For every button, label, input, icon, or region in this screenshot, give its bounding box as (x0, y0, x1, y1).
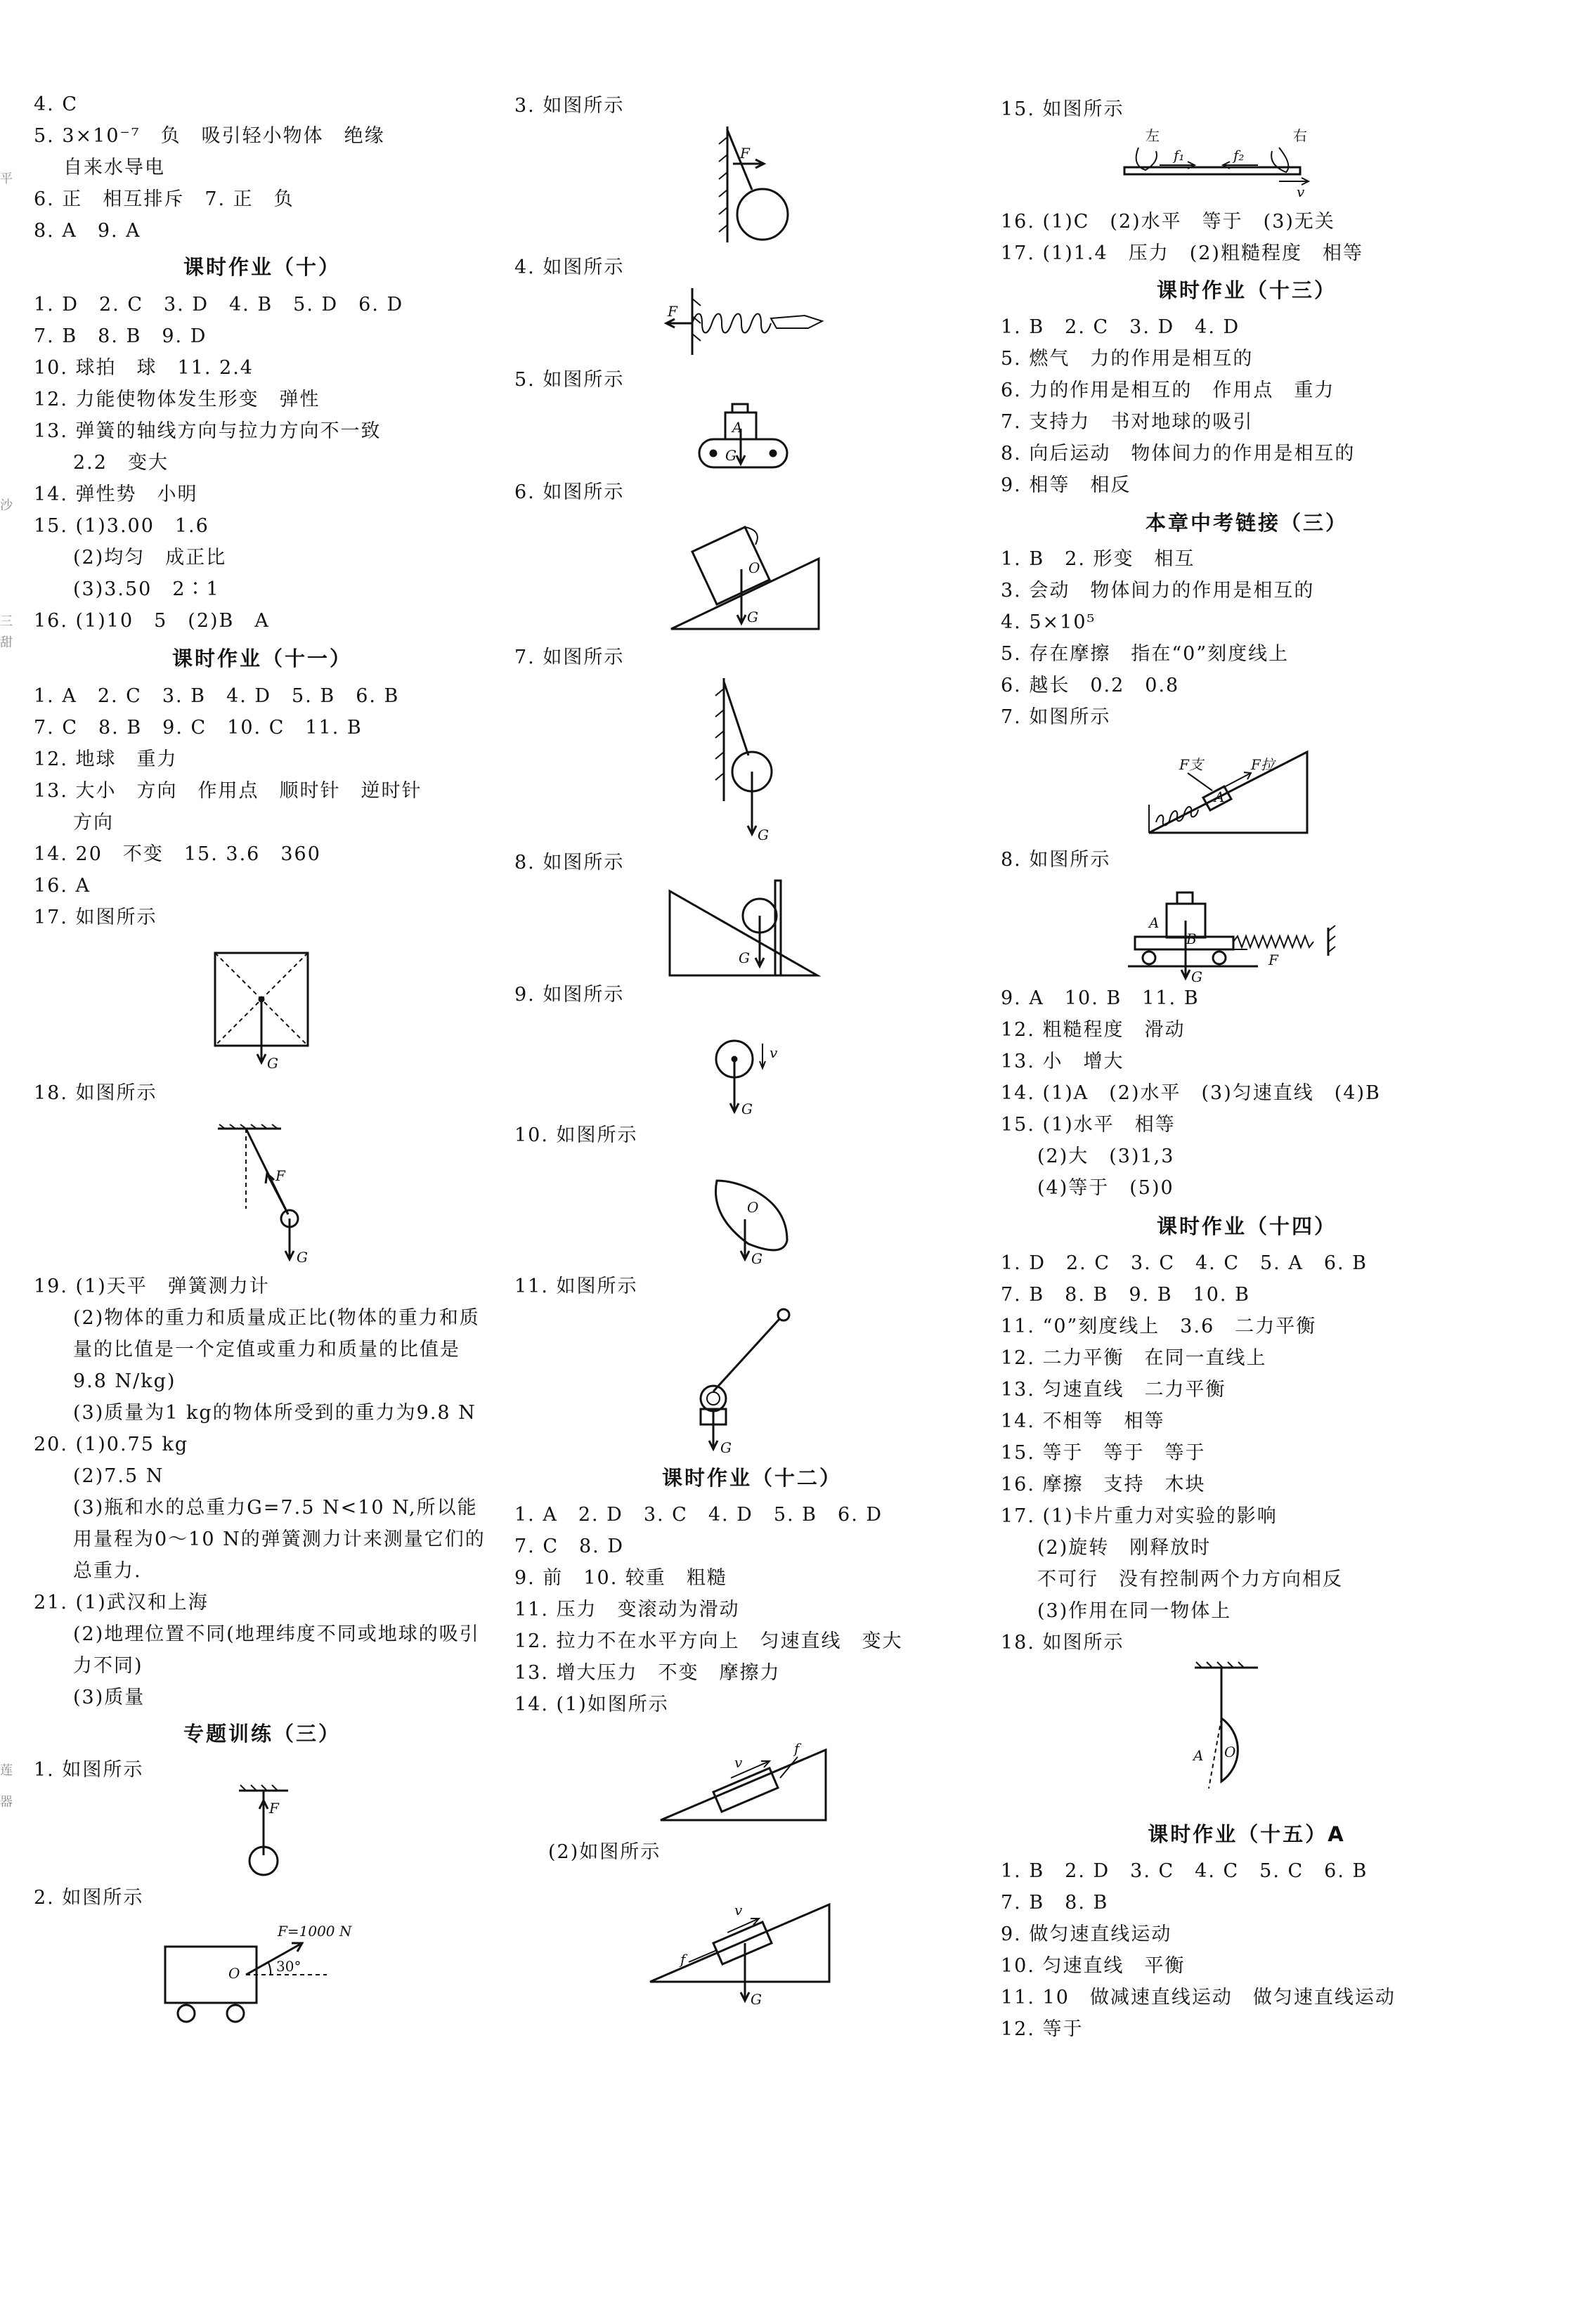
figure-block-incline-2 (647, 1883, 836, 2010)
label-G: G (758, 826, 769, 843)
label-v: v (770, 1044, 778, 1061)
section-heading: 课时作业（十一） (171, 647, 352, 670)
label-G: G (267, 1055, 278, 1072)
answer-line: 7. B 8. B 9. D (34, 325, 207, 347)
label-F: F (1268, 952, 1278, 968)
answer-line: 方向 (73, 812, 114, 833)
figure-half-disc (1181, 1662, 1286, 1803)
answer-line: 1. A 2. D 3. C 4. D 5. B 6. D (514, 1504, 883, 1526)
answer-line: 4. 5×10⁵ (1001, 611, 1096, 633)
answer-line: 7. B 8. B 9. B 10. B (1001, 1284, 1250, 1306)
label-F-pull: F拉 (1251, 756, 1275, 773)
answer-line: (2)物体的重力和质量成正比(物体的重力和质 (73, 1307, 480, 1329)
label-F-support: F支 (1179, 756, 1203, 773)
figure-conveyor (696, 401, 794, 478)
margin-mark: 沙 (0, 498, 13, 513)
label-G: G (751, 1991, 762, 2008)
answer-line: 12. 二力平衡 在同一直线上 (1001, 1347, 1267, 1369)
answer-line: 9.8 N/kg) (73, 1370, 176, 1392)
answer-line: 11. 如图所示 (514, 1275, 638, 1297)
answer-line: 16. (1)C (2)水平 等于 (3)无关 (1001, 211, 1335, 233)
section-heading: 课时作业（十三） (1156, 278, 1337, 302)
answer-line: (2)如图所示 (548, 1841, 661, 1863)
answer-line: 1. 如图所示 (34, 1759, 144, 1781)
answer-line: 11. “0”刻度线上 3.6 二力平衡 (1001, 1316, 1317, 1337)
answer-line: 16. 摩擦 支持 木块 (1001, 1474, 1206, 1495)
answer-line: 8. A 9. A (34, 220, 141, 242)
answer-line: 自来水导电 (63, 157, 165, 178)
margin-mark: 莲 (0, 1763, 13, 1778)
figure-square-gravity (211, 949, 316, 1075)
margin-mark: 器 (0, 1795, 13, 1810)
answer-line: 11. 压力 变滚动为滑动 (514, 1599, 740, 1621)
answer-line: 8. 如图所示 (514, 852, 625, 874)
answer-line: (4)等于 (5)0 (1037, 1177, 1174, 1199)
answer-line: 14. 20 不变 15. 3.6 360 (34, 843, 321, 865)
answer-line: 13. 匀速直线 二力平衡 (1001, 1379, 1226, 1401)
answer-line: 21. (1)武汉和上海 (34, 1592, 209, 1614)
margin-mark: 平 (0, 171, 13, 186)
answer-line: 4. C (34, 93, 79, 115)
answer-line: 18. 如图所示 (34, 1082, 157, 1104)
answer-line: (2)旋转 刚释放时 (1037, 1537, 1212, 1559)
label-A: A (1149, 914, 1160, 931)
figure-spring-incline (1146, 741, 1314, 840)
answer-line: 13. 增大压力 不变 摩擦力 (514, 1662, 781, 1684)
figure-ball-wedge (666, 877, 828, 982)
answer-line: 12. 等于 (1001, 2018, 1084, 2040)
answer-line: 13. 大小 方向 作用点 顺时针 逆时针 (34, 780, 422, 802)
answer-line: 5. 如图所示 (514, 369, 625, 391)
answer-line: 7. C 8. D (514, 1536, 624, 1557)
label-A: A (1214, 788, 1225, 805)
label-f: f (794, 1740, 800, 1757)
label-f1: f₁ (1174, 147, 1185, 164)
answer-line: 15. 等于 等于 等于 (1001, 1442, 1206, 1464)
answer-line: (2)均匀 成正比 (73, 547, 227, 569)
answer-line: 8. 如图所示 (1001, 849, 1111, 871)
margin-mark: 甜 (0, 635, 13, 650)
answer-line: 12. 粗糙程度 滑动 (1001, 1019, 1186, 1041)
label-O: O (228, 1965, 240, 1982)
section-heading: 课时作业（十四） (1156, 1214, 1337, 1238)
figure-cart-spring (1124, 889, 1349, 984)
label-G: G (739, 949, 750, 966)
section-heading: 本章中考链接（三） (1145, 511, 1348, 535)
answer-line: 2. 如图所示 (34, 1887, 144, 1909)
answer-line: 9. 前 10. 较重 粗糙 (514, 1567, 727, 1589)
label-B: B (1186, 930, 1197, 947)
answer-line: 5. 燃气 力的作用是相互的 (1001, 348, 1254, 370)
answer-line: 10. 球拍 球 11. 2.4 (34, 357, 254, 379)
figure-block-incline-1 (657, 1736, 833, 1827)
label-G: G (720, 1439, 732, 1456)
answer-line: 15. 如图所示 (1001, 98, 1124, 120)
answer-line: 14. (1)A (2)水平 (3)匀速直线 (4)B (1001, 1082, 1381, 1104)
answer-line: 2.2 变大 (73, 452, 169, 474)
answer-line: 力不同) (73, 1655, 143, 1677)
answer-line: 1. B 2. C 3. D 4. D (1001, 316, 1240, 338)
figure-spring (664, 285, 833, 362)
answer-line: 9. A 10. B 11. B (1001, 987, 1200, 1009)
figure-ball-wall (713, 123, 798, 249)
answer-line: 10. 匀速直线 平衡 (1001, 1955, 1186, 1977)
answer-line: 18. 如图所示 (1001, 1632, 1124, 1654)
answer-line: (2)地理位置不同(地理纬度不同或地球的吸引 (73, 1623, 480, 1645)
answer-line: 6. 力的作用是相互的 作用点 重力 (1001, 379, 1335, 401)
answer-line: 7. 如图所示 (1001, 706, 1111, 728)
answer-line: 14. 不相等 相等 (1001, 1410, 1165, 1432)
answer-line: 总重力. (73, 1560, 142, 1582)
figure-lever (685, 1304, 798, 1458)
answer-line: 6. 如图所示 (514, 481, 625, 503)
answer-line: 16. (1)10 5 (2)B A (34, 610, 270, 632)
answer-line: 4. 如图所示 (514, 257, 625, 278)
answer-line: 10. 如图所示 (514, 1124, 638, 1146)
margin-mark: 三 (0, 614, 13, 629)
answer-line: 5. 3×10⁻⁷ 负 吸引轻小物体 绝缘 (34, 125, 385, 147)
label-30deg: 30° (276, 1958, 301, 1975)
label-left: 左 (1146, 127, 1160, 144)
answer-line: (3)作用在同一物体上 (1037, 1600, 1232, 1622)
figure-cup-incline (664, 509, 826, 640)
answer-line: 14. (1)如图所示 (514, 1694, 669, 1715)
answer-line: 1. A 2. C 3. B 4. D 5. B 6. B (34, 685, 400, 707)
label-right: 右 (1293, 127, 1307, 144)
answer-line: 9. 如图所示 (514, 984, 625, 1006)
answer-line: 7. 如图所示 (514, 647, 625, 668)
section-heading: 课时作业（十二） (661, 1466, 842, 1490)
label-v: v (734, 1902, 743, 1919)
label-G: G (747, 609, 758, 625)
label-A: A (1193, 1747, 1204, 1764)
figure-ball-velocity (713, 1037, 784, 1121)
figure-rope-ball (710, 675, 794, 847)
answer-line: 17. (1)1.4 压力 (2)粗糙程度 相等 (1001, 242, 1363, 264)
answer-line: 用量程为0～10 N的弹簧测力计来测量它们的 (73, 1528, 486, 1550)
label-O: O (1224, 1744, 1236, 1760)
figure-pendulum (218, 1124, 330, 1265)
answer-line: 量的比值是一个定值或重力和质量的比值是 (73, 1339, 460, 1361)
answer-line: 15. (1)水平 相等 (1001, 1114, 1176, 1136)
section-heading: 课时作业（十） (183, 255, 341, 279)
answer-line: 17. (1)卡片重力对实验的影响 (1001, 1505, 1278, 1527)
answer-line: 13. 弹簧的轴线方向与拉力方向不一致 (34, 420, 382, 442)
answer-line: (2)7.5 N (73, 1465, 164, 1487)
answer-line: 17. 如图所示 (34, 907, 157, 928)
section-heading: 专题训练（三） (183, 1722, 341, 1746)
figure-hands-friction (1117, 126, 1328, 204)
answer-line: (3)质量 (73, 1687, 145, 1708)
answer-line: 8. 向后运动 物体间力的作用是相互的 (1001, 443, 1356, 465)
answer-line: 12. 拉力不在水平方向上 匀速直线 变大 (514, 1630, 903, 1652)
label-F: F (275, 1167, 285, 1184)
answer-line: 1. D 2. C 3. C 4. C 5. A 6. B (1001, 1252, 1368, 1274)
label-G: G (741, 1101, 753, 1117)
answer-line: 不可行 没有控制两个力方向相反 (1037, 1569, 1343, 1590)
label-F: F (740, 145, 750, 162)
label-O: O (748, 559, 760, 576)
label-v: v (1297, 183, 1305, 200)
answer-line: 3. 会动 物体间力的作用是相互的 (1001, 580, 1315, 602)
answer-line: 9. 相等 相反 (1001, 474, 1131, 496)
label-f2: f₂ (1233, 147, 1245, 164)
label-F-1000N: F=1000 N (278, 1923, 352, 1940)
label-G: G (297, 1249, 308, 1266)
answer-line: 19. (1)天平 弹簧测力计 (34, 1275, 270, 1297)
label-f: f (680, 1951, 686, 1968)
answer-line: 5. 存在摩擦 指在“0”刻度线上 (1001, 643, 1290, 665)
answer-line: 7. C 8. B 9. C 10. C 11. B (34, 717, 363, 739)
answer-line: 7. 支持力 书对地球的吸引 (1001, 411, 1254, 433)
label-G: G (751, 1250, 762, 1267)
answer-line: 20. (1)0.75 kg (34, 1434, 189, 1455)
figure-hanging-ball (225, 1785, 309, 1890)
label-G: G (1191, 968, 1202, 985)
answer-line: 3. 如图所示 (514, 95, 625, 117)
label-F: F (668, 303, 677, 320)
answer-line: 6. 正 相互排斥 7. 正 负 (34, 188, 294, 210)
figure-cart-force (158, 1915, 383, 2027)
answer-line: 15. (1)3.00 1.6 (34, 515, 209, 537)
answer-line: (3)3.50 2∶1 (73, 578, 220, 600)
answer-line: 1. B 2. D 3. C 4. C 5. C 6. B (1001, 1860, 1368, 1882)
answer-line: (3)质量为1 kg的物体所受到的重力为9.8 N (73, 1402, 476, 1424)
label-v: v (734, 1754, 743, 1771)
label-F: F (269, 1800, 279, 1817)
answer-line: 12. 力能使物体发生形变 弹性 (34, 389, 320, 410)
answer-line: 6. 越长 0.2 0.8 (1001, 675, 1180, 696)
label-A: A (732, 419, 743, 436)
answer-line: 13. 小 增大 (1001, 1051, 1124, 1072)
figure-leaf (706, 1174, 798, 1272)
answer-line: (3)瓶和水的总重力G=7.5 N<10 N,所以能 (73, 1497, 478, 1519)
answer-line: (2)大 (3)1,3 (1037, 1145, 1175, 1167)
answer-line: 1. D 2. C 3. D 4. B 5. D 6. D (34, 294, 404, 316)
answer-line: 7. B 8. B (1001, 1892, 1109, 1914)
answer-line: 1. B 2. 形变 相互 (1001, 548, 1195, 570)
answer-line: 14. 弹性势 小明 (34, 483, 198, 505)
answer-line: 11. 10 做减速直线运动 做匀速直线运动 (1001, 1987, 1396, 2008)
answer-line: 16. A (34, 875, 91, 897)
label-O: O (747, 1199, 759, 1216)
section-heading: 课时作业（十五）A (1148, 1822, 1346, 1846)
label-G: G (725, 447, 736, 464)
answer-line: 9. 做匀速直线运动 (1001, 1923, 1172, 1945)
answer-line: 12. 地球 重力 (34, 748, 178, 770)
